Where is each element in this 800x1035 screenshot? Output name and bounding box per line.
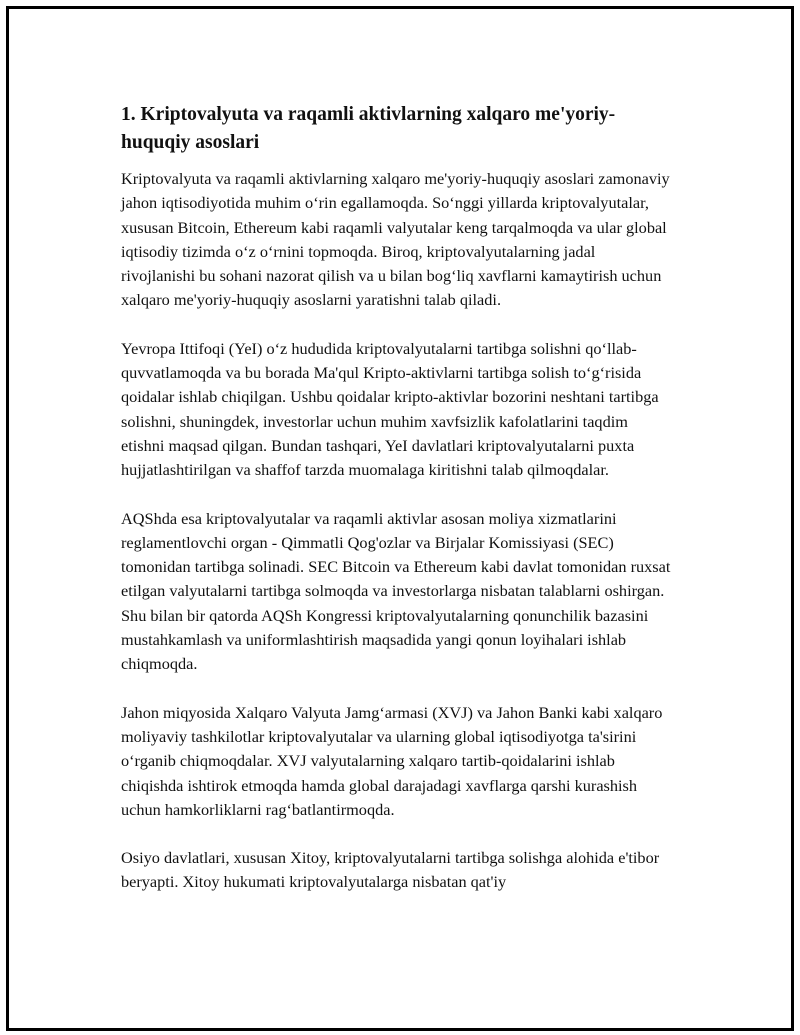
paragraph-asia: Osiyo davlatlari, xususan Xitoy, kriptovalyutalarni tartibga solishga alohida e'tibor beryapti. Xitoy hukumati kriptovalyutalarga nisbatan qat'iy [121, 848, 660, 892]
page-frame [6, 6, 794, 1031]
paragraph-global: Jahon miqyosida Xalqaro Valyuta Jamgʻarmasi (XVJ) va Jahon Banki kabi xalqaro moliyaviy tashkilotlar kriptovalyutalar va ularning global iqtisodiyotga ta'sirini oʻrganib chiqmoqdalar. XVJ valyutalarning xalqaro tartib-qoidalarini ishlab chiqishda ishtirok etmoqda hamda global darajadagi xavflarga qarshi kurashish uchun hamkorliklarni ragʻbatlantirmoqda. [121, 702, 663, 819]
document-content [121, 101, 673, 919]
section-heading: 1. Kriptovalyuta va raqamli aktivlarning xalqaro me'yoriy-huquqiy asoslari [121, 104, 616, 153]
paragraph-usa: AQShda esa kriptovalyutalar va raqamli aktivlar asosan moliya xizmatlarini reglamentlovchi organ - Qimmatli Qog'ozlar va Birjalar Komissiyasi (SEC) tomonidan tartibga solinadi. SEC Bitcoin va Ethereum kabi davlat tomonidan ruxsat etilgan valyutalarni tartibga solmoqda va investorlarga nisbatan talablarni oshirgan. Shu bilan bir qatorda AQSh Kongressi kriptovalyutalarning qonunchilik bazasini mustahkamlash va uniformlashtirish maqsadida yangi qonun loyihalari ishlab chiqmoqda. [121, 508, 671, 674]
paragraph-eu: Yevropa Ittifoqi (YeI) oʻz hududida kriptovalyutalarni tartibga solishni qoʻllab-quvvatlamoqda va bu borada Ma'qul Kripto-aktivlarni tartibga solish toʻgʻrisida qoidalar ishlab chiqilgan. Ushbu qoidalar kripto-aktivlar bozorini neshtani tartibga solishni, shuningdek, investorlar uchun muhim xavfsizlik kafolatlarini taqdim etishni maqsad qilgan. Bundan tashqari, YeI davlatlari kriptovalyutalarni puxta hujjatlashtirilgan va shaffof tarzda muomalaga kiritishni talab qilmoqdalar. [121, 338, 659, 480]
paragraph-intro: Kriptovalyuta va raqamli aktivlarning xalqaro me'yoriy-huquqiy asoslari zamonaviy jahon iqtisodiyotida muhim oʻrin egallamoqda. Soʻnggi yillarda kriptovalyutalar, xususan Bitcoin, Ethereum kabi raqamli valyutalar keng tarqalmoqda va ular global iqtisodiy tizimda oʻz oʻrnini topmoqda. Biroq, kriptovalyutalarning jadal rivojlanishi bu sohani nazorat qilish va u bilan bogʻliq xavflarni kamaytirish uchun xalqaro me'yoriy-huquqiy asoslarni yaratishni talab qiladi. [121, 169, 670, 310]
